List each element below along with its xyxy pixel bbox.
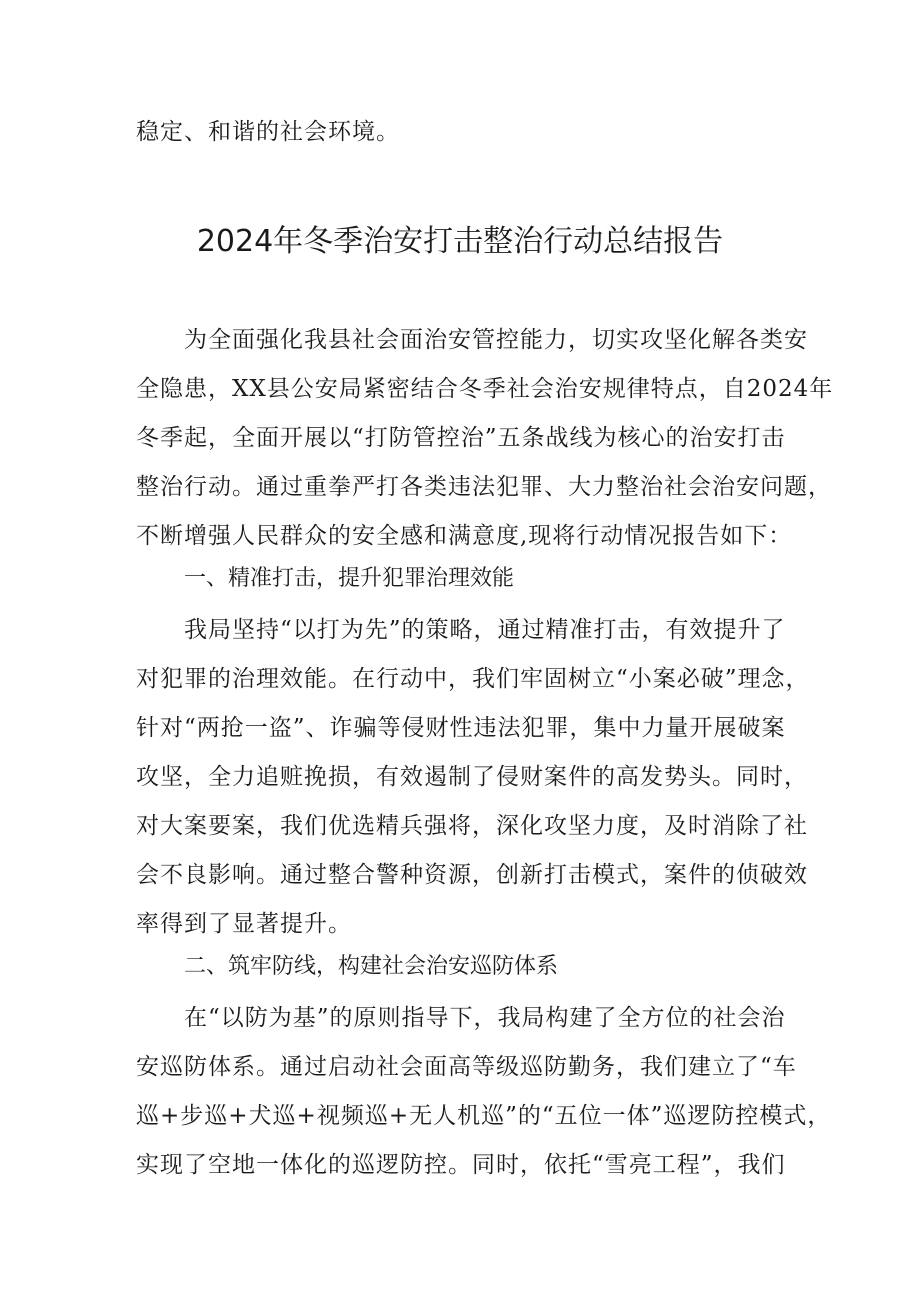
intro-line: 全隐患，XX县公安局紧密结合冬季社会治安规律特点，自2024年 (136, 376, 834, 402)
section2-line: 实现了空地一体化的巡逻防控。同时，依托“雪亮工程”，我们 (136, 1152, 786, 1178)
document-title: 2024年冬季治安打击整治行动总结报告 (196, 224, 724, 259)
section1-line: 对犯罪的治理效能。在行动中，我们牢固树立“小案必破”理念， (136, 666, 810, 692)
section1-line: 攻坚，全力追赃挽损，有效遏制了侵财案件的高发势头。同时， (136, 764, 808, 790)
carryover-line: 稳定、和谐的社会环境。 (136, 119, 400, 145)
intro-line: 为全面强化我县社会面治安管控能力，切实攻坚化解各类安 (184, 327, 808, 353)
section-heading-1: 一、精准打击，提升犯罪治理效能 (184, 566, 515, 591)
intro-line: 不断增强人民群众的安全感和满意度,现将行动情况报告如下： (136, 523, 793, 549)
section2-line: 巡+步巡+犬巡+视频巡+无人机巡”的“五位一体”巡逻防控模式， (136, 1103, 832, 1129)
section1-line: 针对“两抢一盗”、诈骗等侵财性违法犯罪，集中力量开展破案 (136, 715, 786, 741)
section1-line: 对大案要案，我们优选精兵强将，深化攻坚力度，及时消除了社 (136, 813, 808, 839)
section1-line: 我局坚持“以打为先”的策略，通过精准打击，有效提升了 (184, 617, 786, 643)
intro-line: 冬季起，全面开展以“打防管控治”五条战线为核心的治安打击 (136, 425, 786, 451)
section1-line: 率得到了显著提升。 (136, 911, 352, 937)
section1-line: 会不良影响。通过整合警种资源，创新打击模式，案件的侦破效 (136, 862, 808, 888)
section2-line: 在“以防为基”的原则指导下，我局构建了全方位的社会治 (184, 1005, 786, 1031)
section2-line: 安巡防体系。通过启动社会面高等级巡防勤务，我们建立了“车 (136, 1054, 797, 1080)
intro-line: 整治行动。通过重拳严打各类违法犯罪、大力整治社会治安问题， (136, 474, 832, 500)
section-heading-2: 二、筑牢防线，构建社会治安巡防体系 (184, 954, 559, 979)
